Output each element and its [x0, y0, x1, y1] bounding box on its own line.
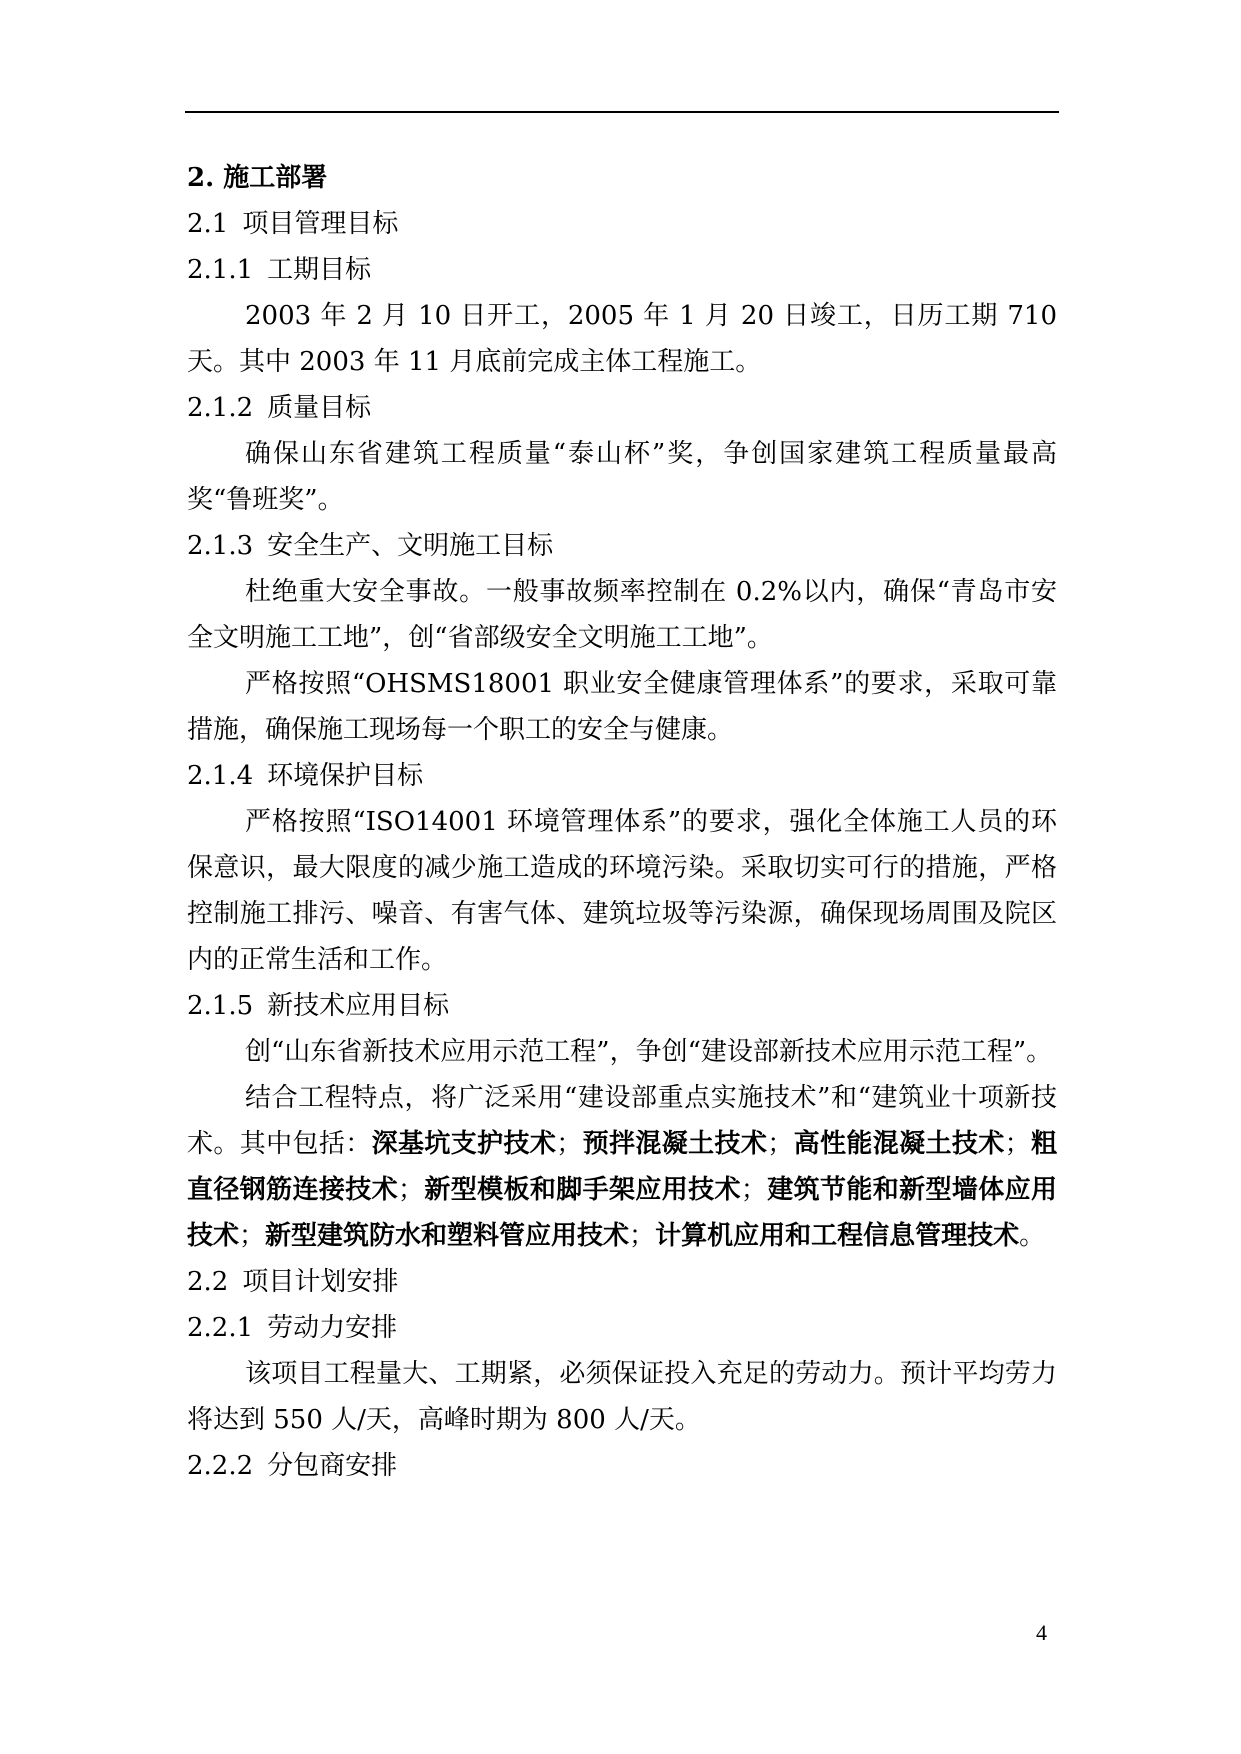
subsection-number: 2.2: [187, 1267, 229, 1297]
subsection-number: 2.1.4: [187, 761, 254, 791]
paragraph: 杜绝重大安全事故。一般事故频率控制在 0.2%以内，确保“青岛市安全文明施工工地”，创“省部级安全文明施工工地”。: [187, 577, 1057, 653]
technology-paragraph: [187, 1075, 1057, 1259]
technology-separator: ；: [740, 1175, 767, 1205]
technology-item: 粗直径钢筋连接技术: [187, 1129, 1057, 1205]
subsection-title: 安全生产、文明施工目标: [267, 531, 554, 561]
subsection-number: 2.1.2: [187, 393, 254, 423]
technology-item: 新型模板和脚手架应用技术: [424, 1175, 741, 1205]
technology-separator: ；: [1004, 1129, 1031, 1159]
page-number: 4: [1036, 1620, 1047, 1645]
paragraph: 严格按照“OHSMS18001 职业安全健康管理体系”的要求，采取可靠措施，确保施工现场每一个职工的安全与健康。: [187, 669, 1057, 745]
subsection-number: 2.1.5: [187, 991, 254, 1021]
subsection-heading: [187, 523, 1057, 569]
subsection-heading: [187, 1443, 1057, 1489]
technology-separator: ；: [556, 1129, 583, 1159]
subsection-number: 2.1: [187, 209, 229, 239]
paragraph: 创“山东省新技术应用示范工程”，争创“建设部新技术应用示范工程”。: [245, 1037, 1053, 1067]
subsection-heading: [187, 201, 1057, 247]
technology-separator: ；: [629, 1221, 656, 1251]
paragraph: 严格按照“ISO14001 环境管理体系”的要求，强化全体施工人员的环保意识，最大限度的减少施工造成的环境污染。采取切实可行的措施，严格控制施工排污、噪音、有害气体、建筑垃圾等污染源，确保现场周围及院区内的正常生活和工作。: [187, 807, 1057, 975]
technology-item: 深基坑支护技术: [371, 1129, 557, 1159]
subsection-title: 分包商安排: [267, 1451, 398, 1481]
subsection-heading: [187, 1305, 1057, 1351]
technology-item: 新型建筑防水和塑料管应用技术: [265, 1221, 630, 1251]
subsection-title: 项目管理目标: [242, 209, 399, 239]
technology-separator: ；: [397, 1175, 424, 1205]
technology-item: 计算机应用和工程信息管理技术: [655, 1221, 1020, 1251]
paragraph: 该项目工程量大、工期紧，必须保证投入充足的劳动力。预计平均劳力将达到 550 人/天，高峰时期为 800 人/天。: [187, 1359, 1057, 1435]
subsection-title: 质量目标: [267, 393, 372, 423]
subsection-number: 2.2.1: [187, 1313, 254, 1343]
subsection-title: 项目计划安排: [242, 1267, 399, 1297]
subsection-number: 2.1.1: [187, 255, 254, 285]
technology-separator: 。: [1019, 1221, 1046, 1251]
subsection-heading: [187, 1259, 1057, 1305]
paragraph: 确保山东省建筑工程质量“泰山杯”奖，争创国家建筑工程质量最高奖“鲁班奖”。: [187, 439, 1057, 515]
subsection-heading: [187, 753, 1057, 799]
technology-separator: ；: [767, 1129, 794, 1159]
paragraph: 2003 年 2 月 10 日开工，2005 年 1 月 20 日竣工，日历工期 710 天。其中 2003 年 11 月底前完成主体工程施工。: [187, 301, 1057, 377]
document-body: [187, 155, 1057, 1489]
subsection-heading: [187, 385, 1057, 431]
technology-separator: ；: [239, 1221, 266, 1251]
subsection-title: 劳动力安排: [267, 1313, 398, 1343]
subsection-number: 2.1.3: [187, 531, 254, 561]
technology-item: 高性能混凝土技术: [793, 1129, 1005, 1159]
subsection-title: 环境保护目标: [267, 761, 424, 791]
subsection-heading: [187, 247, 1057, 293]
technology-item: 建筑节能和新型墙体应用技术: [187, 1175, 1057, 1251]
section-heading: 2. 施工部署: [187, 163, 328, 193]
subsection-heading: [187, 983, 1057, 1029]
subsection-number: 2.2.2: [187, 1451, 254, 1481]
subsection-title: 工期目标: [267, 255, 372, 285]
technology-item: 预拌混凝土技术: [582, 1129, 768, 1159]
header-rule: [185, 111, 1059, 113]
subsection-title: 新技术应用目标: [267, 991, 450, 1021]
technology-intro: 结合工程特点，将广泛采用“建设部重点实施技术”和“建筑业十项新技术。其中包括：: [187, 1083, 1057, 1159]
